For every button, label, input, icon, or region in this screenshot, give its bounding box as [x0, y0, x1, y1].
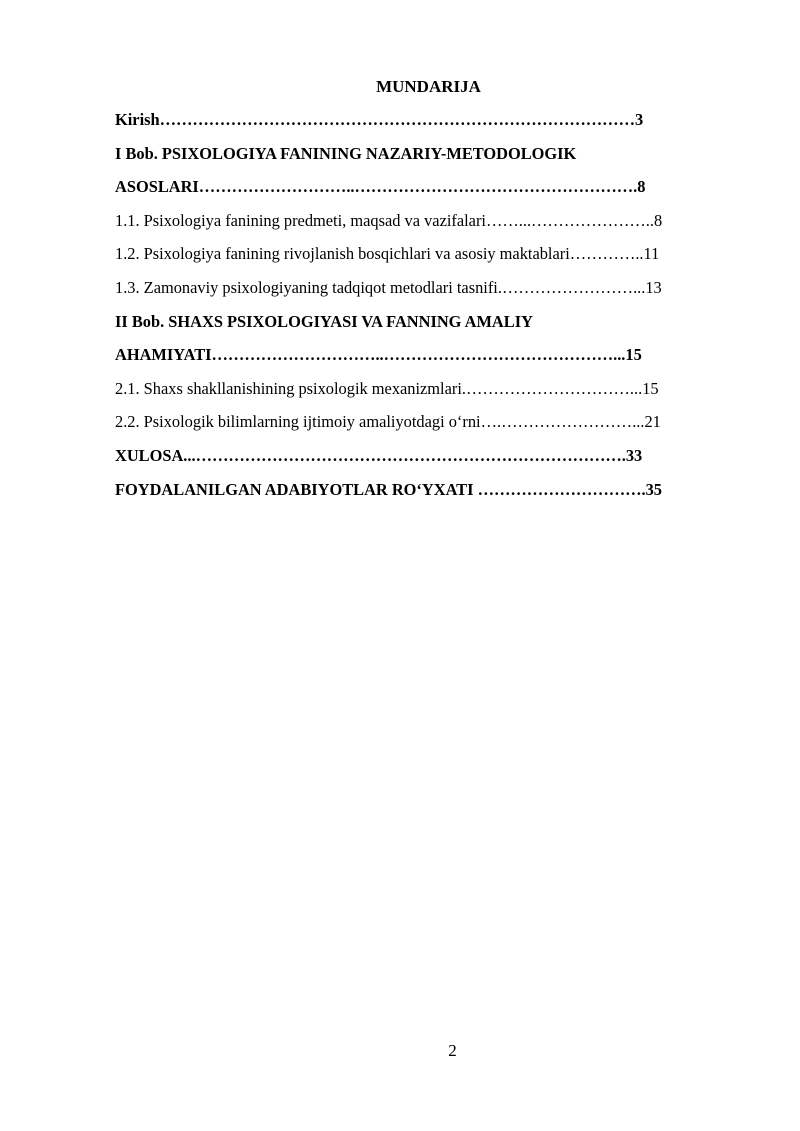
toc-entry-section-2-2: 2.2. Psixologik bilimlarning ijtimoiy amaliyotdagi o‘rni….……………………...21	[115, 412, 661, 432]
toc-entry-chapter-1-line-1: I Bob. PSIXOLOGIYA FANINING NAZARIY-METODOLOGIK	[115, 143, 577, 163]
page-number: 2	[448, 1041, 457, 1060]
toc-entry-kirish: Kirish……………………………………………………………………………3	[115, 110, 644, 129]
toc-entry-xulosa: XULOSA...…………………………………………………………………….33	[115, 445, 643, 465]
toc-entry-section-2-1: 2.1. Shaxs shakllanishining psixologik mexanizmlari.…………………………...15	[115, 378, 659, 398]
table-of-contents	[115, 108, 741, 511]
toc-entry-bibliography: FOYDALANILGAN ADABIYOTLAR RO‘YXATI ………………………….35	[115, 479, 662, 499]
toc-title: MUNDARIJA	[376, 77, 481, 96]
toc-entry-section-1-1: 1.1. Psixologiya fanining predmeti, maqsad va vazifalari……...…………………..8	[115, 210, 663, 230]
toc-entry-section-1-3: 1.3. Zamonaviy psixologiyaning tadqiqot metodlari tasnifi.……………………...13	[115, 277, 662, 297]
toc-entry-chapter-2-line-1: II Bob. SHAXS PSIXOLOGIYASI VA FANNING AMALIY	[115, 311, 533, 331]
toc-entry-section-1-2: 1.2. Psixologiya fanining rivojlanish bosqichlari va asosiy maktablari…………..11	[115, 244, 660, 264]
toc-entry-chapter-1-line-2: ASOSLARI………………………..…………………………………………….8	[115, 177, 646, 197]
toc-entry-chapter-2-line-2: AHAMIYATI…………………………..……………………………………...15	[115, 345, 642, 365]
